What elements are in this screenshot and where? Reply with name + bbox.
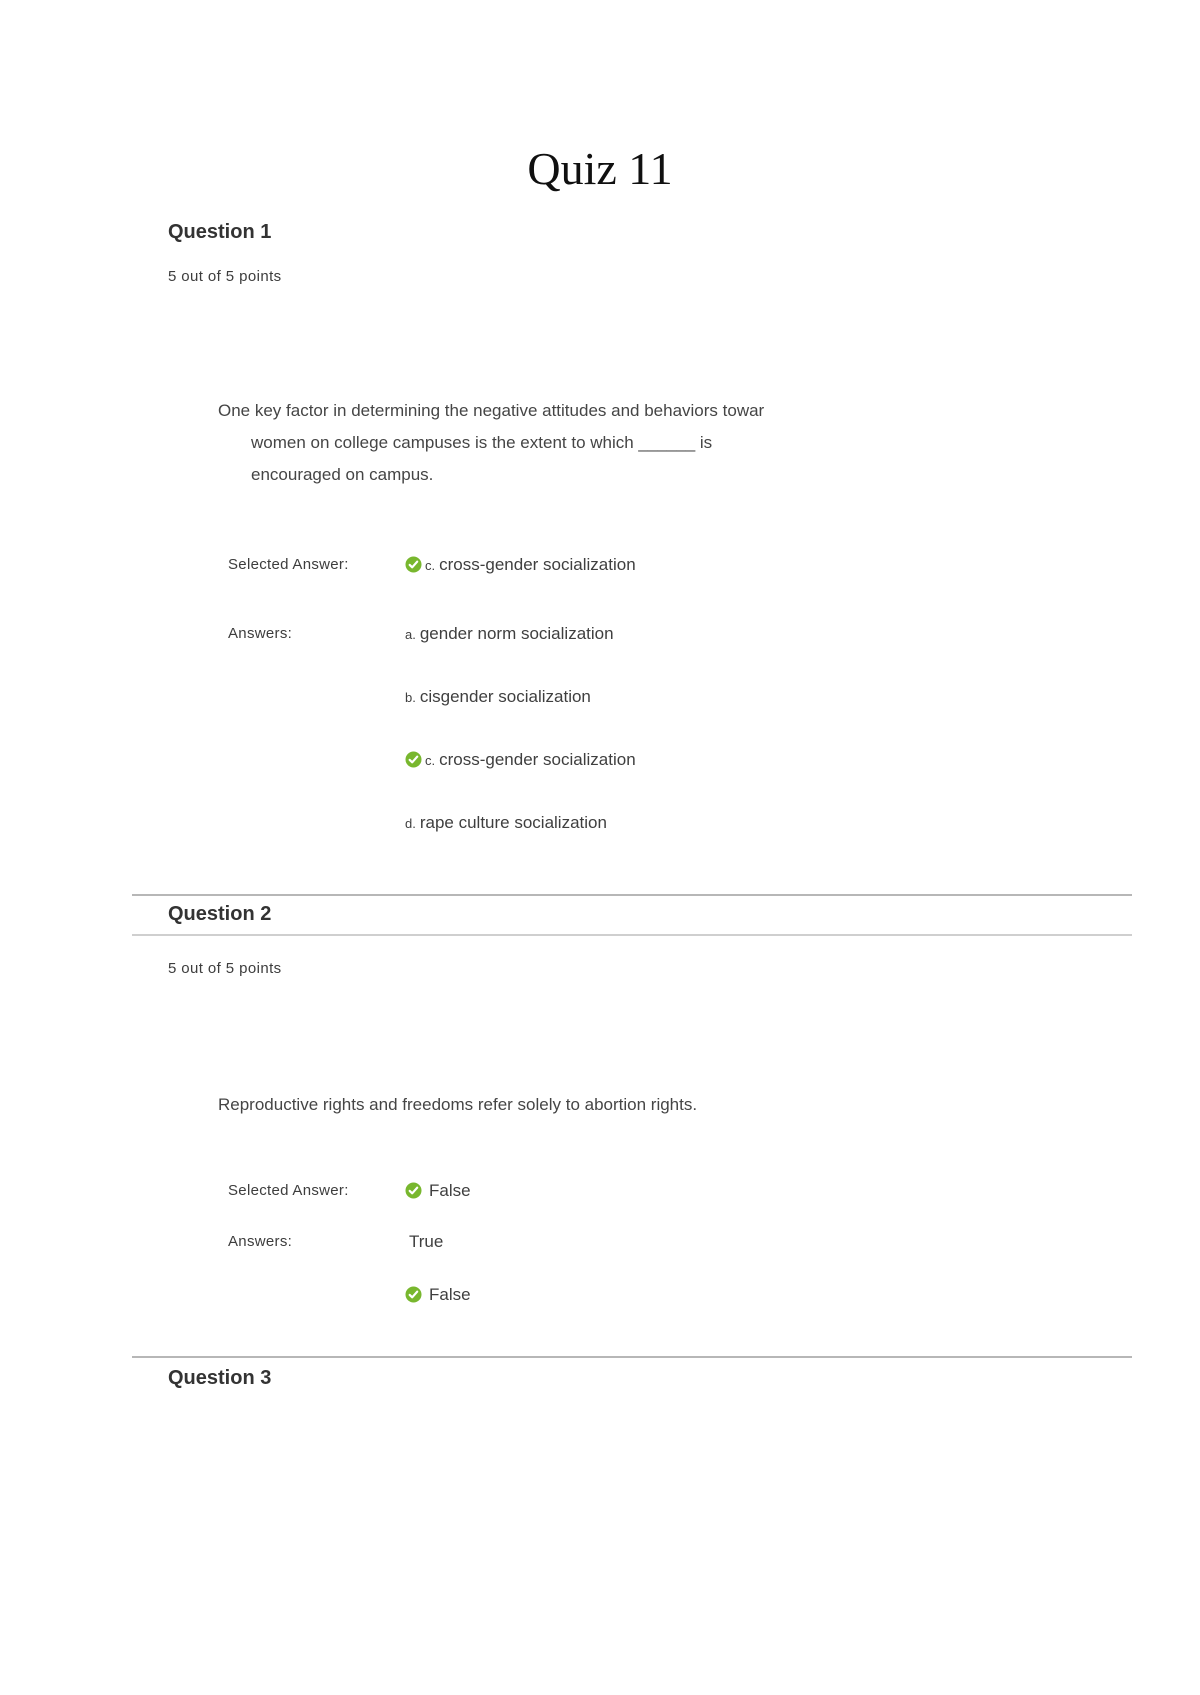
selected-answer-value — [405, 1179, 471, 1204]
answers-label: Answers: — [228, 1233, 293, 1250]
question-1-section — [132, 221, 1132, 836]
question-1-text — [218, 395, 938, 491]
question-text-line: Reproductive rights and freedoms refer solely to abortion rights. — [218, 1095, 698, 1114]
question-3-header-bar — [132, 1356, 1132, 1390]
question-2-heading: Question 2 — [168, 903, 272, 925]
answer-text: cross-gender socialization — [439, 750, 636, 769]
answer-letter: c. — [425, 753, 436, 768]
question-2-points: 5 out of 5 points — [168, 960, 282, 977]
question-text-line: One key factor in determining the negative attitudes and behaviors towar — [218, 401, 765, 420]
question-1-answer-area — [228, 553, 1132, 836]
answer-option — [405, 1283, 471, 1308]
question-3-heading: Question 3 — [168, 1367, 272, 1389]
question-2-answer-area — [228, 1179, 1132, 1308]
question-2-header-bar — [132, 894, 1132, 936]
answers-list — [405, 622, 636, 836]
page-title: Quiz 11 — [527, 143, 673, 194]
check-circle-icon — [405, 1182, 422, 1199]
answers-row — [228, 1230, 1132, 1308]
answer-text: rape culture socialization — [419, 813, 607, 832]
answer-text: cisgender socialization — [419, 687, 591, 706]
check-circle-icon — [405, 556, 422, 573]
answers-label: Answers: — [228, 625, 293, 642]
selected-answer-label: Selected Answer: — [228, 556, 349, 573]
question-2-text — [218, 1089, 938, 1121]
answer-text: True — [409, 1232, 444, 1251]
question-text-line: encouraged on campus. — [251, 465, 434, 484]
answer-option — [405, 1230, 471, 1255]
quiz-content — [132, 221, 1132, 1390]
selected-answer-value — [405, 553, 636, 578]
answers-list — [405, 1230, 471, 1308]
selected-answer-row — [228, 553, 1132, 578]
selected-answer-row — [228, 1179, 1132, 1204]
answer-letter: d. — [405, 816, 416, 831]
check-circle-icon — [405, 751, 422, 768]
answer-option — [405, 622, 636, 647]
answer-letter: a. — [405, 627, 416, 642]
question-2-section — [132, 894, 1132, 1308]
answer-text: gender norm socialization — [419, 624, 614, 643]
answer-option — [405, 811, 636, 836]
answer-text: False — [429, 1181, 471, 1200]
answer-option — [405, 685, 636, 710]
question-1-heading: Question 1 — [168, 221, 272, 243]
question-text-line: women on college campuses is the extent to which ______ is — [251, 433, 713, 452]
answer-text: False — [429, 1285, 471, 1304]
selected-answer-label: Selected Answer: — [228, 1182, 349, 1199]
answers-row — [228, 622, 1132, 836]
question-1-points: 5 out of 5 points — [168, 268, 282, 285]
answer-letter: c. — [425, 558, 436, 573]
answer-option — [405, 748, 636, 773]
answer-text: cross-gender socialization — [439, 555, 636, 574]
check-circle-icon — [405, 1286, 422, 1303]
answer-letter: b. — [405, 690, 416, 705]
question-3-section — [132, 1356, 1132, 1390]
